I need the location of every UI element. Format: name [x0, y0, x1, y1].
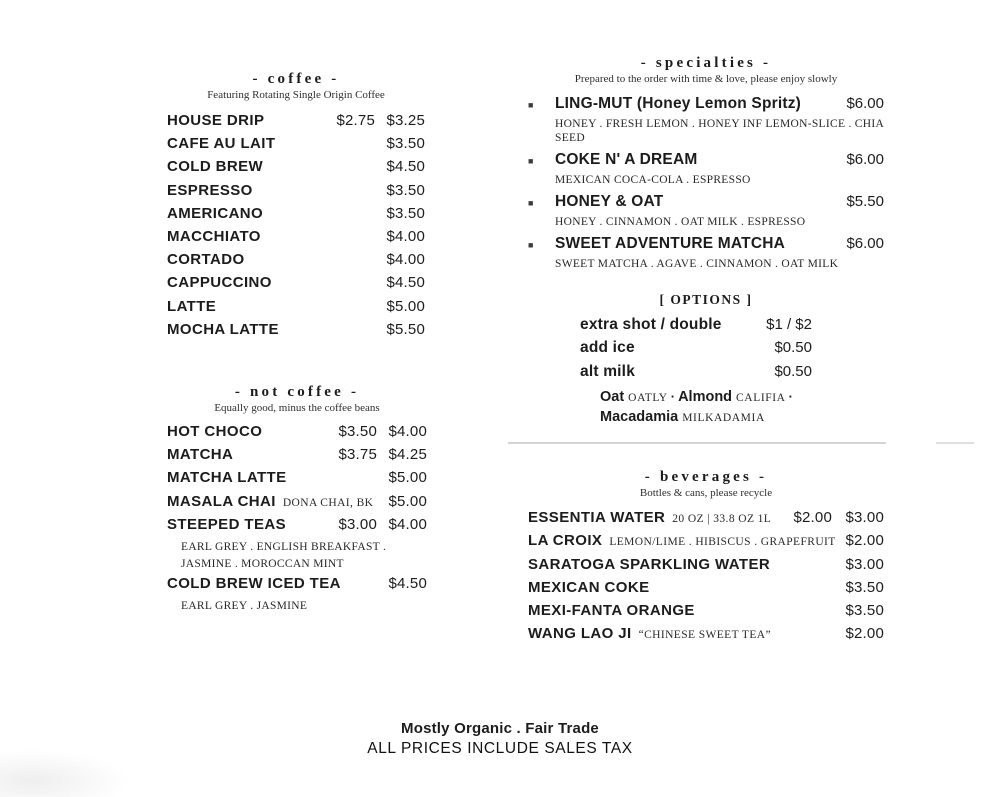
menu-item-row: [528, 579, 884, 602]
item-price-large: $4.00: [388, 423, 427, 440]
menu-item-row: [167, 228, 425, 251]
square-bullet-icon: ■: [528, 198, 534, 208]
menu-item-row: [167, 493, 427, 516]
specialties-section-title: - specialties -: [640, 55, 772, 71]
menu-item: [528, 192, 884, 229]
not-coffee-section-subtitle: Equally good, minus the coffee beans: [214, 402, 380, 414]
item-price-large: $5.00: [388, 492, 427, 510]
menu-item: [528, 94, 884, 145]
menu-footer: [0, 720, 1000, 758]
menu-item-row: [167, 321, 425, 344]
item-name: COLD BREW: [167, 158, 264, 176]
item-name: CORTADO: [167, 251, 245, 269]
item-price-large: $5.00: [388, 469, 427, 487]
menu-item-row: [167, 575, 427, 598]
not-coffee-section: [167, 383, 427, 617]
milk-brand: OATLY: [628, 392, 668, 405]
milk-brand: MILKADAMIA: [682, 411, 765, 424]
section-divider-line: [508, 442, 886, 444]
item-ingredients: EARL GREY . JASMINE: [181, 600, 308, 613]
menu-item-row: [167, 423, 427, 446]
specialties-section-subtitle: Prepared to the order with time & love, please enjoy slowly: [574, 73, 838, 85]
option-row: [580, 339, 812, 362]
item-price-large: $3.50: [386, 204, 425, 222]
specialties-section: [528, 54, 884, 276]
item-price: $6.00: [846, 235, 884, 252]
not-coffee-section-title: - not coffee -: [234, 384, 360, 400]
beverages-section: [528, 468, 884, 649]
item-price-large: $4.00: [386, 251, 425, 269]
option-price: $1 / $2: [766, 316, 812, 333]
item-name: CAPPUCCINO: [167, 274, 272, 292]
item-name: MASALA CHAI: [167, 492, 276, 510]
item-name: COLD BREW ICED TEA: [167, 574, 341, 592]
menu-item-row: [528, 625, 884, 648]
item-price-large: $4.50: [386, 274, 425, 292]
item-price: $6.00: [846, 151, 884, 168]
beverages-section-title: - beverages -: [644, 469, 768, 485]
menu-item-row: [167, 251, 425, 274]
beverages-section-subtitle: Bottles & cans, please recycle: [639, 487, 773, 499]
coffee-item-list: [167, 112, 425, 344]
menu-item: [528, 150, 884, 187]
item-name: HOT CHOCO: [167, 423, 263, 440]
item-name: ESPRESSO: [167, 181, 253, 199]
item-name: MEXICAN COKE: [528, 578, 650, 596]
item-price-large: $3.00: [845, 509, 884, 526]
item-price-large: $3.00: [845, 555, 884, 573]
square-bullet-icon: ■: [528, 156, 534, 166]
footer-tagline: Mostly Organic . Fair Trade: [401, 720, 599, 737]
specialties-item-list: [528, 94, 884, 271]
item-name: CAFE AU LAIT: [167, 135, 276, 153]
option-name: alt milk: [580, 362, 636, 380]
menu-item-row: [528, 532, 884, 555]
item-name: MATCHA LATTE: [167, 469, 287, 487]
item-price-small: $3.50: [338, 423, 377, 440]
menu-item-row: [167, 205, 425, 228]
menu-item-row: [167, 182, 425, 205]
item-price-large: $3.50: [845, 602, 884, 620]
item-name: LA CROIX: [528, 532, 603, 550]
item-price-large: $4.00: [388, 515, 427, 533]
item-price-small: $2.00: [793, 509, 832, 526]
section-divider-line-tail: [936, 442, 974, 444]
alt-milk-line: [600, 388, 884, 408]
menu-item-row: [528, 150, 884, 171]
item-price-large: $4.25: [388, 446, 427, 464]
options-section-title: [ OPTIONS ]: [659, 292, 753, 307]
alt-milk-brands: [528, 388, 884, 427]
menu-item-row: [167, 298, 425, 321]
menu-item-row: [167, 135, 425, 158]
item-price-large: $3.50: [845, 578, 884, 596]
milk-name: Macadamia: [600, 408, 679, 425]
menu-item-row: [167, 158, 425, 181]
item-note: “CHINESE SWEET TEA”: [638, 629, 771, 642]
item-name: MEXI-FANTA ORANGE: [528, 602, 695, 620]
square-bullet-icon: ■: [528, 100, 534, 110]
item-price-large: $5.50: [386, 320, 425, 338]
separator-dot: ·: [788, 389, 793, 405]
item-note: 20 OZ | 33.8 OZ 1L: [672, 513, 772, 525]
item-name: HONEY & OAT: [555, 193, 664, 210]
item-price: $6.00: [846, 95, 884, 112]
option-price: $0.50: [774, 339, 812, 357]
menu-item: [528, 234, 884, 271]
options-item-list: [528, 316, 884, 386]
item-price-large: $3.50: [386, 181, 425, 199]
option-row: [580, 363, 812, 386]
item-price-large: $3.50: [386, 135, 425, 153]
item-price-large: $4.00: [386, 227, 425, 245]
coffee-section: [167, 70, 425, 344]
item-price-large: $2.00: [845, 532, 884, 550]
item-price-large: $4.50: [386, 158, 425, 176]
item-price-small: $2.75: [336, 112, 375, 129]
beverages-item-list: [528, 509, 884, 649]
item-ingredients: SWEET MATCHA . AGAVE . CINNAMON . OAT MILK: [555, 258, 839, 270]
menu-item-row: [528, 556, 884, 579]
item-price-large: $4.50: [388, 574, 427, 592]
menu-item-row: [167, 274, 425, 297]
option-name: add ice: [580, 339, 635, 357]
item-name: LING-MUT (Honey Lemon Spritz): [555, 95, 802, 112]
coffee-section-title: - coffee -: [252, 71, 340, 87]
item-name: MATCHA: [167, 446, 234, 464]
coffee-section-subtitle: Featuring Rotating Single Origin Coffee: [207, 89, 385, 101]
option-row: [580, 316, 812, 339]
item-name: ESSENTIA WATER: [528, 509, 666, 526]
menu-item-row: [528, 509, 884, 532]
option-price: $0.50: [774, 362, 812, 380]
not-coffee-item-list: [167, 423, 427, 615]
item-name: MACCHIATO: [167, 227, 261, 245]
item-note: LEMON/LIME . HIBISCUS . GRAPEFRUIT: [609, 536, 836, 549]
footer-tax-note: ALL PRICES INCLUDE SALES TAX: [367, 740, 633, 757]
item-price-small: $3.00: [338, 515, 377, 533]
item-price-large: $3.25: [386, 112, 425, 129]
item-ingredients: EARL GREY . ENGLISH BREAKFAST . JASMINE . MOROCCAN MINT: [181, 540, 387, 570]
menu-item-row: [528, 234, 884, 255]
item-ingredients: HONEY . FRESH LEMON . HONEY INF LEMON-SLICE . CHIA SEED: [555, 118, 884, 144]
item-name: COKE N' A DREAM: [555, 151, 698, 168]
menu-item-row: [167, 469, 427, 492]
menu-item-row: [167, 112, 425, 135]
item-name: SARATOGA SPARKLING WATER: [528, 555, 771, 573]
item-name: STEEPED TEAS: [167, 515, 286, 533]
menu-item-row: [528, 192, 884, 213]
item-note: DONA CHAI, BK: [282, 496, 374, 509]
option-name: extra shot / double: [580, 316, 722, 333]
item-price-large: $2.00: [845, 625, 884, 643]
item-price-small: $3.75: [338, 446, 377, 464]
item-price: $5.50: [846, 193, 884, 210]
separator-dot: ·: [670, 389, 676, 405]
item-name: SWEET ADVENTURE MATCHA: [555, 235, 786, 252]
milk-brand: CALIFIA: [736, 392, 786, 405]
square-bullet-icon: ■: [528, 240, 534, 250]
menu-item-row: [528, 602, 884, 625]
item-price-large: $5.00: [386, 297, 425, 315]
menu-item-row: [167, 446, 427, 469]
item-ingredients: MEXICAN COCA-COLA . ESPRESSO: [555, 174, 751, 186]
menu-item-row: [528, 94, 884, 115]
item-name: WANG LAO JI: [528, 625, 632, 643]
alt-milk-line: [600, 408, 884, 428]
menu-item-row: [167, 516, 427, 539]
milk-name: Almond: [678, 389, 733, 406]
milk-name: Oat: [600, 389, 625, 406]
item-name: HOUSE DRIP: [167, 112, 265, 129]
item-name: MOCHA LATTE: [167, 320, 279, 338]
item-name: LATTE: [167, 297, 217, 315]
item-ingredients: HONEY . CINNAMON . OAT MILK . ESPRESSO: [555, 216, 806, 228]
item-name: AMERICANO: [167, 204, 264, 222]
options-section: [528, 292, 884, 427]
